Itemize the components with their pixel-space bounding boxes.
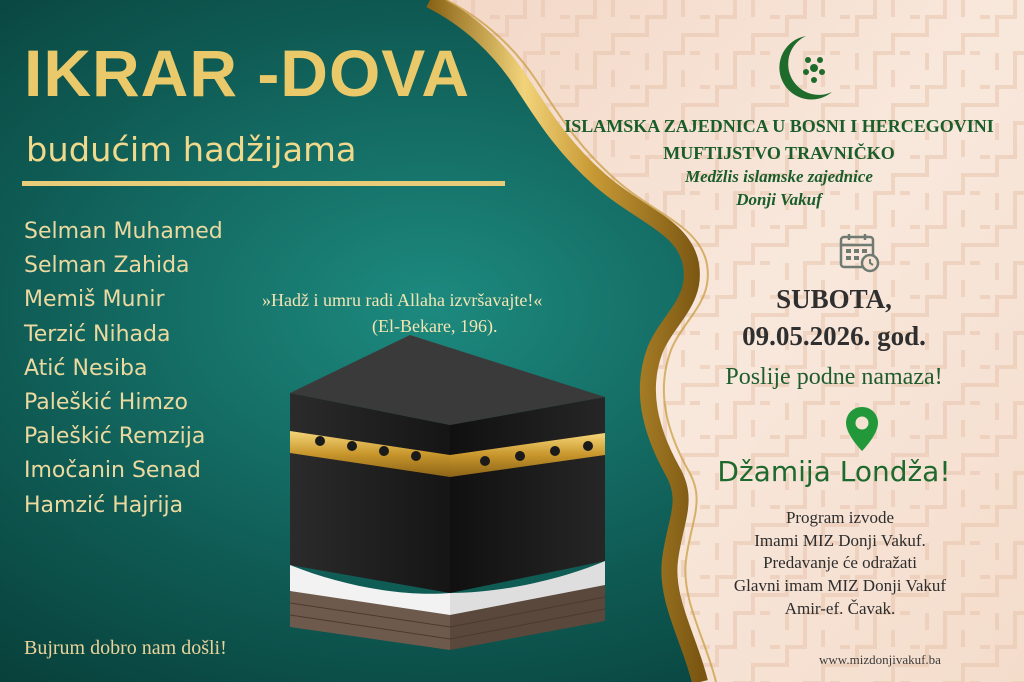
program-line: Predavanje će odražati <box>763 553 917 573</box>
program-line: Imami MIZ Donji Vakuf. <box>754 530 926 550</box>
pilgrim-name: Memiš Munir <box>24 287 165 313</box>
program-line: Amir-ef. Čavak. <box>784 598 896 618</box>
quran-quote-reference: (El-Bekare, 196). <box>372 316 498 336</box>
pilgrim-name: Terzić Nihada <box>24 321 171 347</box>
program-line: Program izvode <box>785 508 895 527</box>
event-title: IKRAR -DOVA <box>24 36 471 110</box>
website-url: www.mizdonjivakuf.ba <box>819 652 941 667</box>
event-date: 09.05.2026. god. <box>742 321 926 351</box>
event-venue: Džamija Londža! <box>717 455 951 488</box>
event-subtitle: budućim hadžijama <box>26 130 357 169</box>
pilgrim-name: Selman Zahida <box>24 253 190 279</box>
pilgrim-name: Paleškić Remzija <box>24 424 206 450</box>
welcome-message: Bujrum dobro nam došli! <box>24 637 227 659</box>
location-pin-icon <box>843 405 881 455</box>
org-muftiate: MUFTIJSTVO TRAVNIČKO <box>663 143 895 163</box>
pilgrim-name: Selman Muhamed <box>24 219 223 244</box>
event-day: SUBOTA, <box>776 284 892 314</box>
pilgrim-name: Imočanin Senad <box>24 458 201 484</box>
pilgrim-name: Hamzić Hajrija <box>24 492 184 518</box>
program-details <box>700 507 980 621</box>
pilgrim-names-list <box>24 215 223 523</box>
quran-quote: »Hadž i umru radi Allaha izvršavajte!« <box>262 290 543 310</box>
crescent-star-logo-icon <box>762 30 840 108</box>
org-council: Medžlis islamske zajednice <box>685 167 873 186</box>
pilgrim-name: Paleškić Himzo <box>24 389 188 415</box>
org-town: Donji Vakuf <box>736 190 822 209</box>
pilgrim-name: Atić Nesiba <box>24 355 148 381</box>
calendar-icon <box>838 231 880 273</box>
title-divider <box>22 181 505 186</box>
kaaba-illustration <box>280 335 610 650</box>
program-line: Glavni imam MIZ Donji Vakuf <box>733 576 947 596</box>
org-name: ISLAMSKA ZAJEDNICA U BOSNI I HERCEGOVINI <box>564 116 994 136</box>
event-time: Poslije podne namaza! <box>725 364 943 390</box>
